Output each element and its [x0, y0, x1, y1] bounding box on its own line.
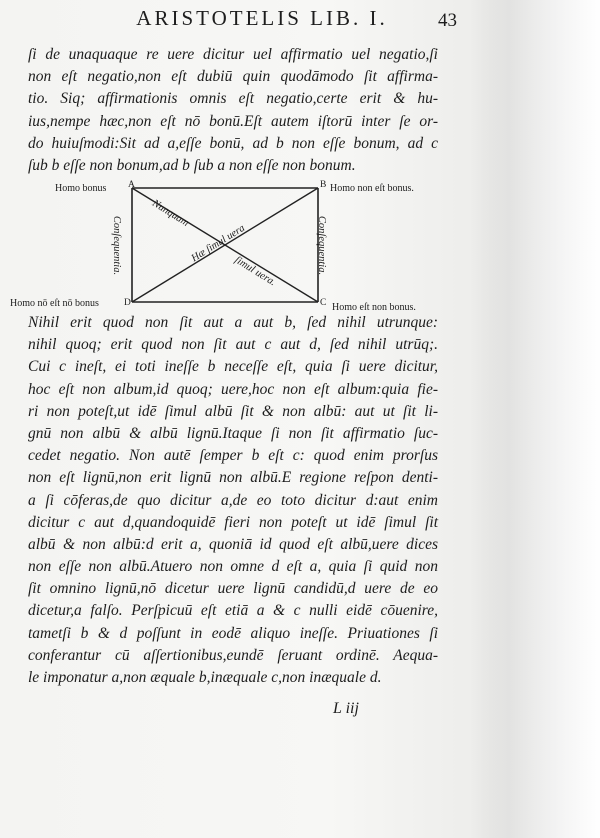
- corner-b-label: B: [320, 180, 327, 190]
- text-line: albū & non albū:d erit a, quoniā id quod eſt albū,uere dices: [28, 535, 438, 553]
- text-line: ri non poteſt,ut idē ſimul albū ſit & non albū: aut ut ſit li-: [28, 402, 438, 420]
- diagram-lines: [40, 180, 440, 310]
- top-left-proposition: Homo bonus: [55, 183, 107, 194]
- text-line: non eſt lignū,non erit lignū non albū.E regione reſpon denti-: [28, 469, 438, 487]
- text-line: tametſi b & d poſſunt in eodē aliquo ineſſe. Priuationes ſi: [28, 624, 438, 642]
- text-line: ius,nempe hæc,non eſt nō bonū.Eſt autem iſtorū inter ſe or-: [28, 112, 438, 130]
- page-margin-shadow: [470, 0, 600, 838]
- text-line: ſit omnino lignū,nō dicetur uere lignū candidū,d uere de eo: [28, 580, 438, 598]
- paragraph-1: [28, 44, 438, 177]
- signature-mark: L iij: [333, 700, 359, 717]
- text-line: do huiuſmodi:Sit ad a,eſſe bonū, ad b non eſſe bonum, ad c: [28, 134, 438, 152]
- corner-a-label: A: [128, 180, 135, 190]
- paragraph-2: [28, 312, 438, 689]
- text-line: conferantur cū aſſertionibus,eundē ſeruant ordinē. Aequa-: [28, 646, 438, 664]
- text-line: ſub b eſſe non bonum,ad b ſub a non eſſe non bonum.: [28, 156, 356, 174]
- text-line: nihil quoq; erit quod non ſit aut c aut d, ſed nihil utrūq;.: [28, 336, 438, 354]
- text-line: ſi de unaquaque re uere dicitur uel affirmatio uel negatio,ſi: [28, 46, 438, 63]
- diagonal-upper-label: Nunquam: [150, 198, 191, 229]
- bottom-right-proposition: Homo eſt non bonus.: [332, 302, 416, 313]
- text-line: cedet negatio. Non autē ſemper b eſt c: quod enim prorſus: [28, 447, 438, 465]
- text-line: hoc eſt non album,id quoq; uere,hoc non eſt album:quia fie-: [28, 380, 438, 398]
- text-line: non eſt negatio,non eſt dubiū quin quodāmodo ſit affirma-: [28, 68, 438, 86]
- text-line: Cui c ineſt, ei toti ineſſe b neceſſe eſt, quia ſi uere dicitur,: [28, 358, 438, 376]
- text-line: dicetur,a falſo. Perſpicuū eſt etiā a & c nulli eidē cōuenire,: [28, 602, 438, 620]
- text-line: le imponatur a,non æquale b,inæquale c,non inæquale d.: [28, 669, 382, 686]
- page-number: 43: [438, 10, 457, 31]
- text-line: gnū non albū & albū lignū.Itaque ſi non ſit affirmatio ſuc-: [28, 424, 438, 442]
- text-line: non eſſe non albū.Atuero non omne d eſt a, quia ſi quid non: [28, 558, 438, 576]
- text-line: Nihil erit quod non ſit aut a aut b, ſed nihil utrunque:: [28, 314, 438, 331]
- left-side-label: Conſequentia.: [111, 215, 123, 276]
- text-line: tio. Siq; affirmationis omnis eſt negatio,certe erit & hu-: [28, 90, 438, 108]
- square-of-opposition-diagram: [10, 180, 440, 313]
- running-title: ARISTOTELIS LIB. I.: [136, 6, 388, 30]
- diagonal-center-label: Hæ ſimul uera: [189, 222, 247, 265]
- corner-d-label: D: [124, 298, 131, 308]
- diagonal-lower-label: ſimul uera.: [232, 254, 278, 289]
- right-side-label: Conſequentia.: [316, 215, 328, 276]
- text-line: a ſi cōferas,de quo dicitur a,de eo toto dicitur d:aut enim: [28, 491, 438, 509]
- bottom-left-proposition: Homo nō eſt nō bonus: [10, 298, 99, 309]
- corner-c-label: C: [320, 298, 327, 308]
- text-line: dicitur c aut d,quandoquidē fieri non poteſt ut idē ſimul ſit: [28, 513, 438, 531]
- top-right-proposition: Homo non eſt bonus.: [330, 183, 414, 194]
